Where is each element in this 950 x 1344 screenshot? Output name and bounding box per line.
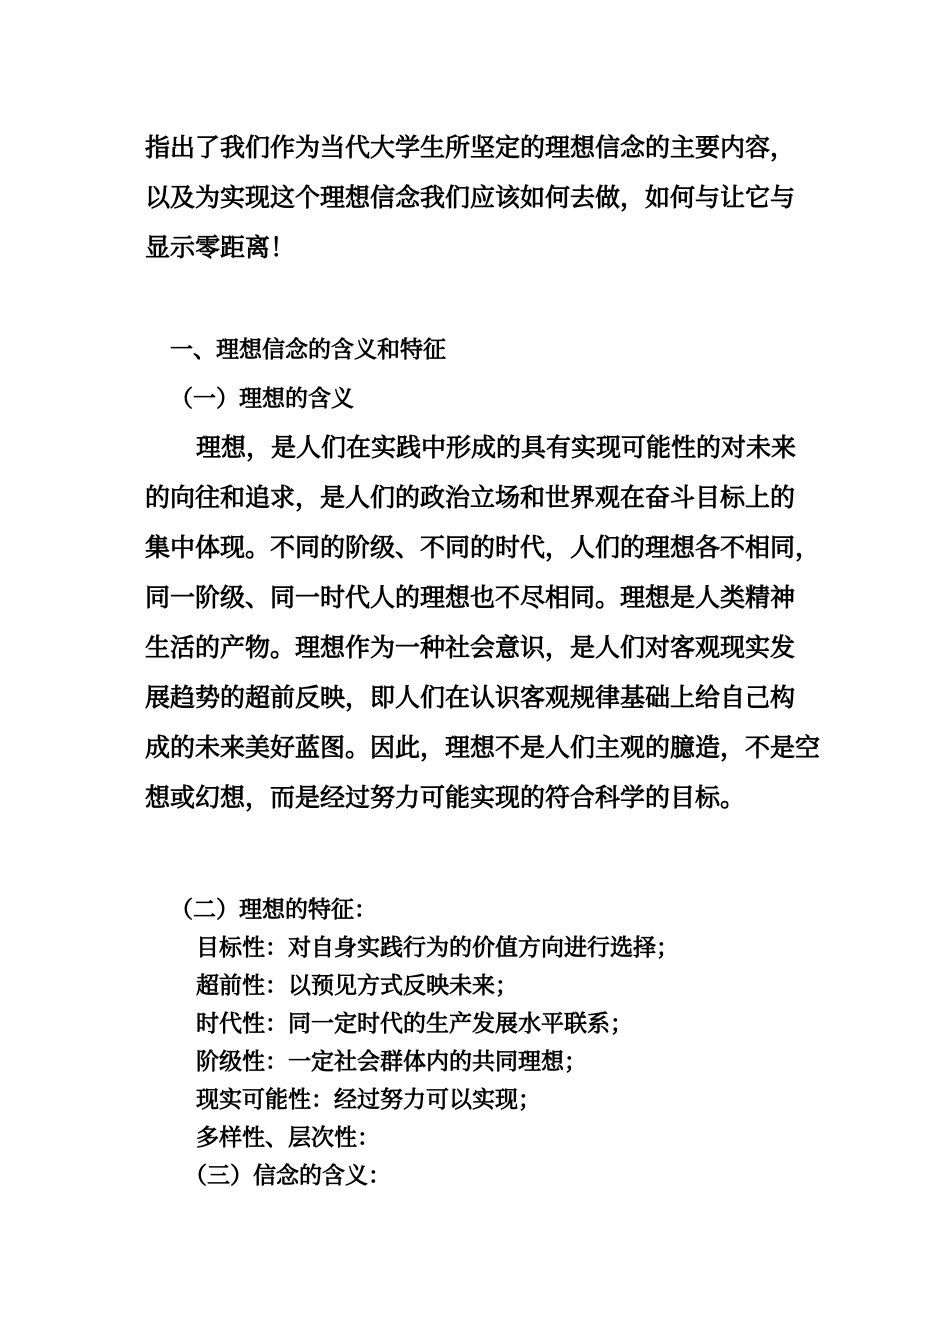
- paragraph-line-7: 成的未来美好蓝图。因此，理想不是人们主观的臆造，不是空: [145, 733, 821, 762]
- section-1-heading: 一、理想信念的含义和特征: [170, 337, 446, 363]
- feature-item-6: 多样性、层次性：: [196, 1125, 380, 1151]
- paragraph-line-1: 理想，是人们在实践中形成的具有实现可能性的对未来: [196, 433, 797, 462]
- paragraph-line-4: 同一阶级、同一时代人的理想也不尽相同。理想是人类精神: [145, 583, 796, 612]
- section-3-heading: （三）信念的含义：: [184, 1163, 391, 1189]
- paragraph-line-3: 集中体现。不同的阶级、不同的时代，人们的理想各不相同，: [145, 533, 821, 562]
- feature-item-5: 现实可能性：经过努力可以实现；: [196, 1087, 541, 1113]
- paragraph-line-5: 生活的产物。理想作为一种社会意识，是人们对客观现实发: [145, 633, 796, 662]
- feature-item-4: 阶级性：一定社会群体内的共同理想；: [196, 1049, 587, 1075]
- intro-line-2: 以及为实现这个理想信念我们应该如何去做，如何与让它与: [145, 183, 796, 212]
- intro-line-3: 显示零距离！: [145, 233, 296, 262]
- feature-item-2: 超前性：以预见方式反映未来；: [196, 973, 518, 999]
- paragraph-line-2: 的向往和追求，是人们的政治立场和世界观在奋斗目标上的: [145, 483, 796, 512]
- feature-item-1: 目标性：对自身实践行为的价值方向进行选择；: [196, 935, 679, 961]
- intro-line-1: 指出了我们作为当代大学生所坚定的理想信念的主要内容，: [145, 133, 796, 162]
- feature-item-3: 时代性：同一定时代的生产发展水平联系；: [196, 1011, 633, 1037]
- section-1-subheading: （一）理想的含义: [170, 386, 354, 412]
- paragraph-line-8: 想或幻想，而是经过努力可能实现的符合科学的目标。: [145, 783, 746, 812]
- section-2-heading: （二）理想的特征：: [170, 897, 377, 923]
- paragraph-line-6: 展趋势的超前反映，即人们在认识客观规律基础上给自己构: [145, 683, 796, 712]
